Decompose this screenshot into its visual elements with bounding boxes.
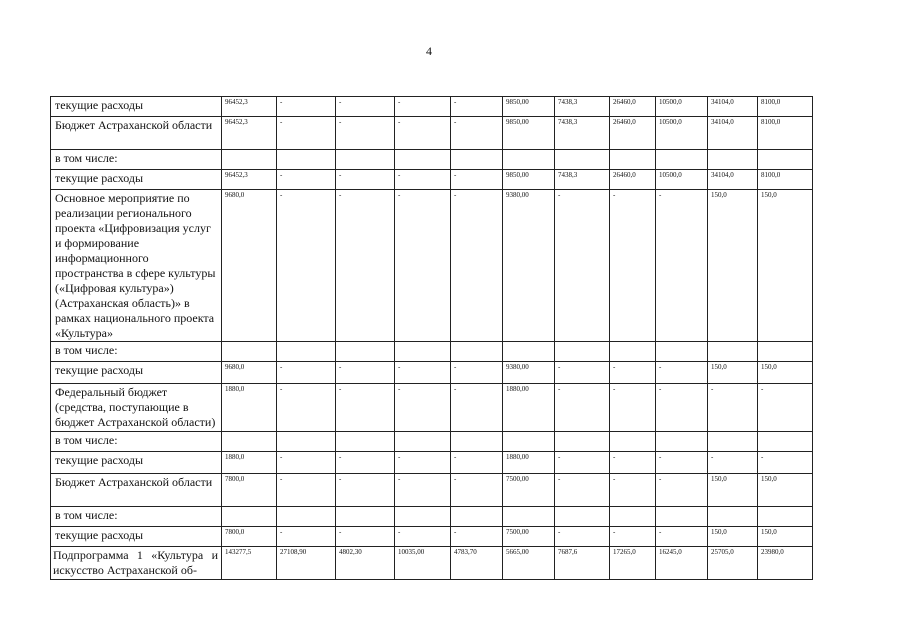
row-label: Бюджет Астраханской области <box>51 117 222 150</box>
table-cell: - <box>451 527 503 547</box>
table-row <box>51 384 813 432</box>
table-cell: - <box>336 170 395 190</box>
table-cell <box>336 150 395 170</box>
table-cell: 17265,0 <box>610 547 656 580</box>
table-cell: - <box>708 384 758 432</box>
table-cell: - <box>336 527 395 547</box>
table-cell: 9380,00 <box>503 190 555 342</box>
table-cell: - <box>555 527 610 547</box>
table-cell: 7438,3 <box>555 97 610 117</box>
table-cell <box>555 150 610 170</box>
table-cell: - <box>395 474 451 507</box>
table-cell: - <box>555 384 610 432</box>
table-cell: 9680,0 <box>222 362 277 384</box>
budget-table <box>50 96 813 580</box>
table-row <box>51 190 813 342</box>
table-row <box>51 474 813 507</box>
row-label: в том числе: <box>51 432 222 452</box>
table-row <box>51 507 813 527</box>
table-cell <box>336 507 395 527</box>
table-cell: 7500,00 <box>503 527 555 547</box>
table-cell: - <box>610 474 656 507</box>
table-cell: - <box>277 362 336 384</box>
table-cell: - <box>451 452 503 474</box>
table-cell: - <box>451 97 503 117</box>
table-cell: - <box>277 97 336 117</box>
row-label: текущие расходы <box>51 527 222 547</box>
table-cell: 150,0 <box>758 362 813 384</box>
table-cell <box>395 342 451 362</box>
table-cell: - <box>656 527 708 547</box>
table-cell <box>708 507 758 527</box>
table-cell: - <box>336 97 395 117</box>
row-label: Федеральный бюджет (средства, поступающие в бюджет Астраханской области) <box>51 384 222 432</box>
row-label: текущие расходы <box>51 452 222 474</box>
table-cell: 1880,00 <box>503 384 555 432</box>
table-body <box>51 97 813 580</box>
table-cell <box>758 342 813 362</box>
table-cell: - <box>610 190 656 342</box>
table-cell <box>222 432 277 452</box>
table-row <box>51 97 813 117</box>
table-cell: - <box>395 97 451 117</box>
table-row <box>51 362 813 384</box>
row-label: в том числе: <box>51 342 222 362</box>
table-cell <box>503 150 555 170</box>
table-cell: - <box>656 384 708 432</box>
table-cell: - <box>336 117 395 150</box>
table-cell: - <box>656 190 708 342</box>
table-cell: 9850,00 <box>503 170 555 190</box>
table-cell: - <box>610 362 656 384</box>
table-cell: - <box>451 384 503 432</box>
table-cell: 8100,0 <box>758 117 813 150</box>
table-cell: 26460,0 <box>610 97 656 117</box>
table-cell: 150,0 <box>758 190 813 342</box>
table-cell <box>708 342 758 362</box>
table-row <box>51 432 813 452</box>
table-cell: 9850,00 <box>503 117 555 150</box>
table-cell: - <box>395 384 451 432</box>
table-cell: - <box>451 474 503 507</box>
table-cell <box>277 507 336 527</box>
table-cell: - <box>656 474 708 507</box>
table-cell: 4783,70 <box>451 547 503 580</box>
table-cell: - <box>656 452 708 474</box>
table-cell: 150,0 <box>708 190 758 342</box>
table-cell: 10500,0 <box>656 117 708 150</box>
table-cell: - <box>277 117 336 150</box>
table-cell: 143277,5 <box>222 547 277 580</box>
table-cell <box>277 432 336 452</box>
table-cell: - <box>610 452 656 474</box>
page-number: 4 <box>426 44 432 58</box>
table-cell: 26460,0 <box>610 117 656 150</box>
table-cell: - <box>395 452 451 474</box>
table-cell: - <box>451 190 503 342</box>
table-cell <box>451 342 503 362</box>
table-cell: 7438,3 <box>555 117 610 150</box>
table-cell: - <box>277 170 336 190</box>
table-cell: 27108,90 <box>277 547 336 580</box>
table-cell: 34104,0 <box>708 170 758 190</box>
table-row <box>51 452 813 474</box>
table-cell: 7687,6 <box>555 547 610 580</box>
table-cell: - <box>395 362 451 384</box>
table-cell: - <box>451 117 503 150</box>
table-cell <box>656 507 708 527</box>
table-cell <box>555 432 610 452</box>
table-cell <box>277 342 336 362</box>
row-label: в том числе: <box>51 507 222 527</box>
table-cell: - <box>336 384 395 432</box>
table-cell: 96452,3 <box>222 170 277 190</box>
table-cell: 7438,3 <box>555 170 610 190</box>
table-cell: 9380,00 <box>503 362 555 384</box>
table-cell <box>277 150 336 170</box>
table-cell: 150,0 <box>758 527 813 547</box>
table-cell: - <box>277 384 336 432</box>
table-cell: 1880,0 <box>222 384 277 432</box>
table-cell <box>451 507 503 527</box>
row-label: текущие расходы <box>51 170 222 190</box>
table-cell <box>336 432 395 452</box>
table-row <box>51 170 813 190</box>
row-label: Бюджет Астраханской области <box>51 474 222 507</box>
table-cell: 96452,3 <box>222 97 277 117</box>
table-cell <box>451 150 503 170</box>
table-cell <box>451 432 503 452</box>
table-cell <box>758 150 813 170</box>
table-cell: 1880,00 <box>503 452 555 474</box>
table-cell: 23980,0 <box>758 547 813 580</box>
table-cell <box>555 342 610 362</box>
table-cell <box>758 507 813 527</box>
table-cell <box>610 150 656 170</box>
table-cell: 10500,0 <box>656 97 708 117</box>
table-cell: - <box>555 362 610 384</box>
table-cell: 10500,0 <box>656 170 708 190</box>
table-cell <box>656 432 708 452</box>
table-cell: 7800,0 <box>222 474 277 507</box>
table-cell: - <box>277 527 336 547</box>
table-cell <box>555 507 610 527</box>
table-cell: - <box>277 452 336 474</box>
table-cell: - <box>336 474 395 507</box>
table-cell: 34104,0 <box>708 117 758 150</box>
table-cell: 96452,3 <box>222 117 277 150</box>
table-cell <box>222 342 277 362</box>
table-cell: 4802,30 <box>336 547 395 580</box>
table-cell: - <box>708 452 758 474</box>
table-row <box>51 527 813 547</box>
row-label: Основное мероприятие по реализации регионального проекта «Цифровизация услуг и формирование информационного пространства в сфере культуры («Цифровая культура») (Астраханская область)» в рамках национального проекта «Культура» <box>51 190 222 342</box>
table-cell: - <box>395 527 451 547</box>
table-cell <box>610 432 656 452</box>
table-cell <box>395 432 451 452</box>
table-cell: - <box>555 452 610 474</box>
table-cell: - <box>277 474 336 507</box>
table-cell: - <box>758 384 813 432</box>
table-cell: - <box>610 527 656 547</box>
table-cell <box>395 150 451 170</box>
table-cell: - <box>336 362 395 384</box>
row-label: текущие расходы <box>51 362 222 384</box>
table-cell <box>610 507 656 527</box>
table-cell: 10035,00 <box>395 547 451 580</box>
table-cell: - <box>336 190 395 342</box>
table-cell: - <box>451 362 503 384</box>
table-cell: 34104,0 <box>708 97 758 117</box>
table-cell: 150,0 <box>708 362 758 384</box>
table-cell: - <box>451 170 503 190</box>
table-cell <box>656 342 708 362</box>
table-row <box>51 150 813 170</box>
table-cell: 7500,00 <box>503 474 555 507</box>
table-cell: 26460,0 <box>610 170 656 190</box>
row-label: в том числе: <box>51 150 222 170</box>
table-cell: 150,0 <box>708 474 758 507</box>
table-cell <box>336 342 395 362</box>
table-cell <box>222 507 277 527</box>
table-cell: 8100,0 <box>758 97 813 117</box>
table-cell: - <box>656 362 708 384</box>
table-cell <box>708 432 758 452</box>
table-cell <box>222 150 277 170</box>
table-cell: 16245,0 <box>656 547 708 580</box>
table-cell: 1880,0 <box>222 452 277 474</box>
table-cell: - <box>555 190 610 342</box>
table-row <box>51 342 813 362</box>
table-cell: - <box>610 384 656 432</box>
table-cell <box>503 432 555 452</box>
table-cell <box>758 432 813 452</box>
table-cell <box>610 342 656 362</box>
table-cell: - <box>395 117 451 150</box>
table-cell <box>656 150 708 170</box>
table-cell: 25705,0 <box>708 547 758 580</box>
table-cell: 7800,0 <box>222 527 277 547</box>
row-label: текущие расходы <box>51 97 222 117</box>
table-cell: - <box>758 452 813 474</box>
table-cell: - <box>277 190 336 342</box>
table-cell: 5665,00 <box>503 547 555 580</box>
table-row <box>51 547 813 580</box>
table-cell <box>395 507 451 527</box>
table-cell <box>708 150 758 170</box>
table-cell <box>503 342 555 362</box>
table-cell: 9680,0 <box>222 190 277 342</box>
table-row <box>51 117 813 150</box>
table-cell: - <box>395 190 451 342</box>
table-cell: 8100,0 <box>758 170 813 190</box>
table-cell: 150,0 <box>708 527 758 547</box>
table-cell: - <box>555 474 610 507</box>
row-label: Подпрограмма 1 «Культура и искусство Астраханской об- <box>51 547 222 580</box>
table-cell: - <box>336 452 395 474</box>
table-cell: - <box>395 170 451 190</box>
table-cell: 9850,00 <box>503 97 555 117</box>
table-cell <box>503 507 555 527</box>
table-cell: 150,0 <box>758 474 813 507</box>
